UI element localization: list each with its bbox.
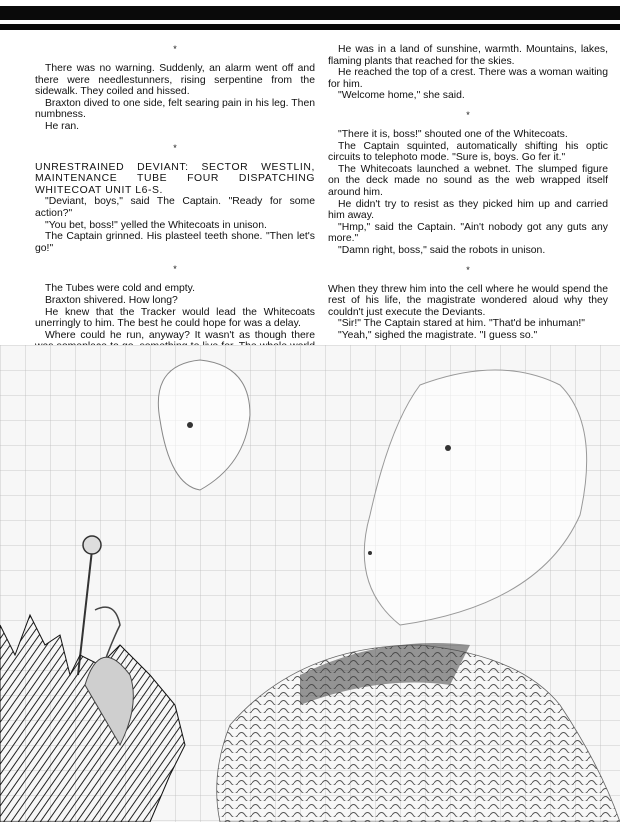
paragraph: Where could he run, anyway? It wasn't as though there (45, 329, 315, 341)
paragraph: When they threw him into the cell where he would spend the rest of his life, the magistrate wondered aloud why they couldn't just execute the Deviants. (328, 283, 608, 318)
section-divider-star: * (173, 264, 177, 275)
illustration (0, 345, 620, 822)
header-rule-thick (0, 6, 620, 20)
paragraph: He ran. (45, 120, 80, 132)
floating-figure-eye (368, 551, 372, 555)
paragraph: The Captain grinned. His plasteel teeth shone. "Then let's go!" (35, 231, 315, 254)
paragraph: Braxton dived to one side, felt searing pain in his leg. Then numbness. (35, 97, 315, 121)
section-divider-star: * (173, 142, 177, 153)
section-divider-star: * (173, 44, 177, 54)
paragraph: "Hmp," said the Captain. "Ain't nobody got any guts any more." (328, 221, 608, 245)
paragraph: He knew that the Tracker would lead the Whitecoats unerringly to him. The best he could hope for was a delay. (35, 306, 315, 330)
section-heading: UNRESTRAINED DEVIANT: SECTOR WESTLIN, MAINTENANCE TUBE FOUR DISPATCHING WHITECOAT UNIT L6-S. (35, 161, 315, 196)
plant-orb (83, 536, 101, 554)
paragraph: "Sir!" The Captain stared at him. "That'd be inhuman!" (338, 318, 585, 330)
header-rule-thin (0, 24, 620, 30)
pencil-illustration (0, 345, 620, 822)
paragraph: He was in a land of sunshine, warmth. Mountains, lakes, flaming plants that reached for the skies. (328, 44, 608, 67)
paragraph: He reached the top of a crest. There was a woman waiting for him. (328, 67, 608, 90)
paragraph: There was no warning. Suddenly, an alarm went off and there were needlestunners, rising serpentine from the sidewalk. They coiled and hissed. (35, 63, 315, 98)
paragraph: He didn't try to resist as they picked him up and carried him away. (328, 198, 608, 222)
section-divider-star: * (466, 109, 470, 120)
paragraph: The Tubes were cold and empty. (45, 283, 195, 295)
section-divider-star: * (466, 264, 470, 275)
paragraph: The Captain squinted, automatically shifting his optic circuits to telephoto mode. "Sure is, boys. Go fer it." (328, 140, 608, 164)
floating-figure-eye (445, 445, 451, 451)
paragraph: "Welcome home," she said. (338, 90, 465, 102)
paragraph: The Whitecoats launched a webnet. The slumped figure on the deck made no sound as the web wrapped itself around him. (328, 163, 608, 198)
paragraph: Braxton shivered. How long? (45, 294, 178, 306)
paragraph: "Deviant, boys," said The Captain. "Ready for some action?" (35, 196, 315, 219)
paragraph: "Damn right, boss," said the robots in unison. (338, 244, 546, 256)
paragraph: "Yeah," sighed the magistrate. "I guess so." (338, 329, 538, 341)
paragraph: "You bet, boss!" yelled the Whitecoats in unison. (45, 219, 267, 231)
floating-figure-eye (187, 422, 193, 428)
paragraph: "There it is, boss!" shouted one of the Whitecoats. (338, 128, 568, 140)
